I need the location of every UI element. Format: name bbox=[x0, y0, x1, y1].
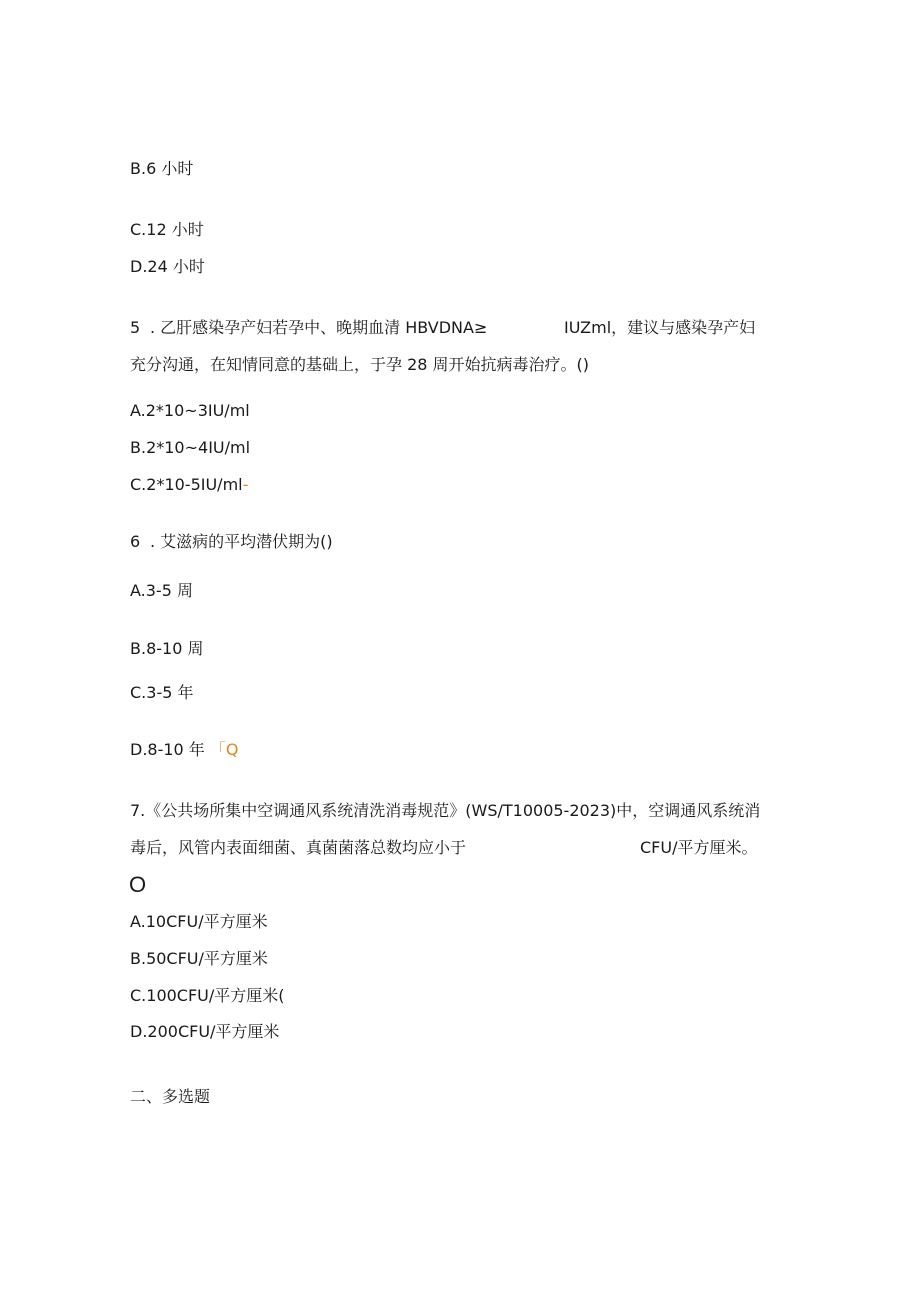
q6-option-b: B.8-10 周 bbox=[130, 639, 204, 658]
q6-option-d-mark: 「Q bbox=[209, 740, 239, 759]
q7-option-a: A.10CFU/平方厘米 bbox=[130, 912, 268, 931]
q7-stem-line1: 7.《公共场所集中空调通风系统清洗消毒规范》(WS/T10005-2023)中，空调通风系统消 bbox=[130, 801, 761, 820]
q6-option-a: A.3-5 周 bbox=[130, 581, 193, 600]
q5-option-c-mark: - bbox=[242, 475, 249, 494]
q7-stem-line2-b: CFU/平方厘米。 bbox=[640, 838, 758, 857]
q5-stem-line1-a: . 乙肝感染孕产妇若孕中、晚期血清 HBVDNA≥ bbox=[150, 318, 488, 337]
section-title: 二、多选题 bbox=[130, 1087, 211, 1106]
q6-option-d bbox=[130, 740, 239, 760]
q5-option-c bbox=[130, 475, 248, 495]
q4-option-c: C.12 小时 bbox=[130, 220, 204, 239]
q6-number: 6 bbox=[130, 532, 141, 551]
q7-option-c: C.100CFU/平方厘米( bbox=[130, 986, 285, 1005]
q7-stem-line3: O bbox=[129, 872, 147, 897]
q5-option-c-text: C.2*10-5IU∕ml bbox=[130, 475, 243, 494]
q5-option-b: B.2*10~4IU∕ml bbox=[130, 438, 251, 457]
q6-stem: . 艾滋病的平均潜伏期为() bbox=[150, 532, 333, 551]
q4-option-b: B.6 小时 bbox=[130, 159, 194, 178]
q5-stem-line2: 充分沟通，在知情同意的基础上，于孕 28 周开始抗病毒治疗。() bbox=[130, 355, 590, 374]
q7-option-d: D.200CFU/平方厘米 bbox=[130, 1022, 280, 1041]
q5-option-a: A.2*10~3IU∕ml bbox=[130, 401, 250, 420]
q6-option-d-text: D.8-10 年 bbox=[130, 740, 205, 759]
q4-option-d: D.24 小时 bbox=[130, 257, 205, 276]
q5-number: 5 bbox=[130, 318, 141, 337]
q6-option-c: C.3-5 年 bbox=[130, 683, 194, 702]
q7-stem-line2-a: 毒后，风管内表面细菌、真菌菌落总数均应小于 bbox=[130, 838, 467, 857]
q7-option-b: B.50CFU/平方厘米 bbox=[130, 949, 268, 968]
q5-stem-line1-b: IUZml，建议与感染孕产妇 bbox=[564, 318, 756, 337]
